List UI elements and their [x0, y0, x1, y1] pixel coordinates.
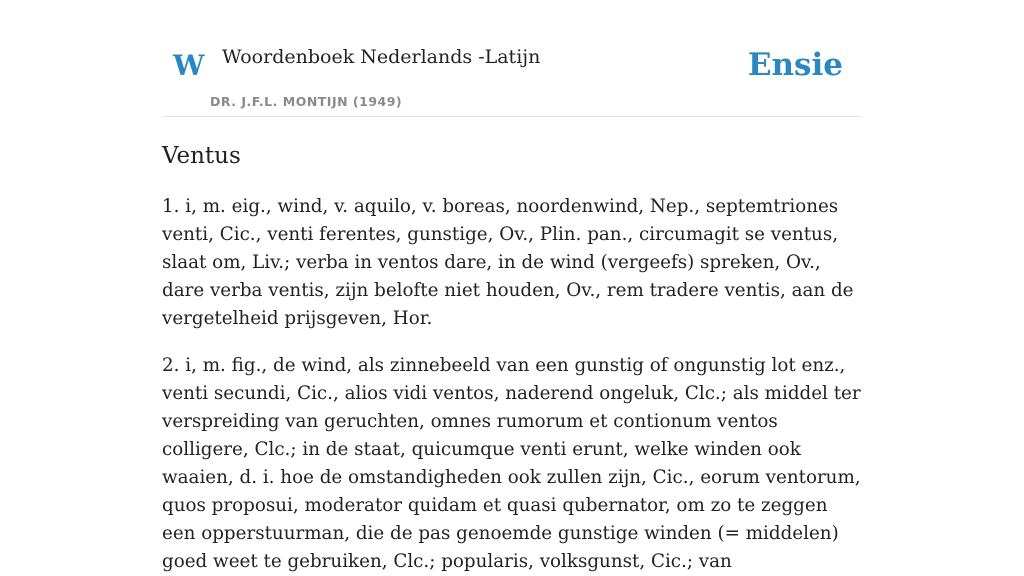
entry-title: Ventus: [162, 143, 241, 169]
definition-2: 2. i, m. fig., de wind, als zinnebeeld van een gunstig of ongunstig lot enz., venti secundi, Cic., alios vidi ventos, naderend ongeluk, Clc.; als middel ter verspreiding van geruchten, omnes rumorum et contionum ventos colligere, Clc.; in de staat, quicumque venti erunt, welke winden ook waaien, d. i. hoe de omstandigheden ook zullen zijn, Cic., eorum ventorum, quos proposui, moderator quidam et quasi qubernator, om zo te zeggen een opperstuurman, die de pas genoemde gunstige winden (= middelen) goed weet te gebruiken, Clc.; popularis, volksgunst, Cic.; van: [162, 355, 861, 572]
dictionary-author: DR. J.F.L. MONTIJN (1949): [210, 94, 403, 109]
dictionary-header: [162, 0, 862, 117]
dictionary-logo[interactable]: W: [173, 49, 205, 82]
page: [162, 0, 862, 576]
definition-1: 1. i, m. eig., wind, v. aquilo, v. boreas, noordenwind, Nep., septemtriones venti, Cic., venti ferentes, gunstige, Ov., Plin. pan., circumagit se ventus, slaat om, Liv.; verba in ventos dare, in de wind (vergeefs) spreken, Ov., dare verba ventis, zijn belofte niet houden, Ov., rem tradere ventis, aan de vergetelheid prijsgeven, Hor.: [162, 196, 854, 329]
ensie-logo[interactable]: Ensie: [747, 47, 843, 83]
dictionary-title[interactable]: Woordenboek Nederlands -Latijn: [222, 46, 541, 68]
